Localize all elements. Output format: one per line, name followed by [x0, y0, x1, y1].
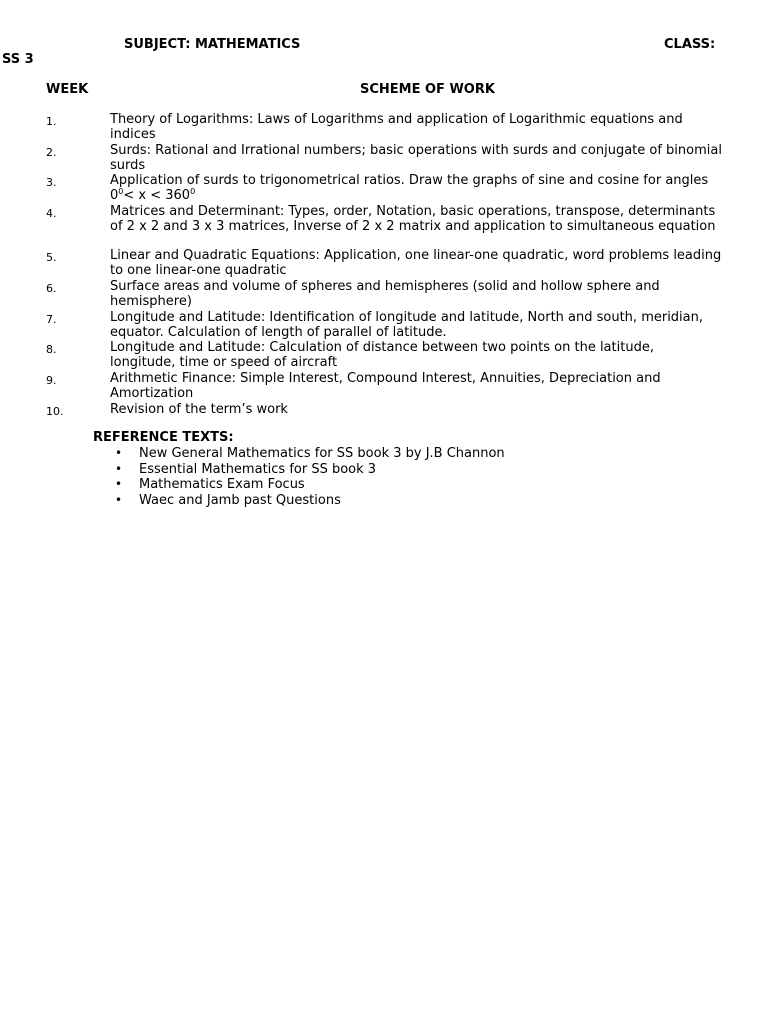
week-item — [0, 204, 768, 248]
scheme-column-header: SCHEME OF WORK — [360, 82, 495, 97]
reference-title: Mathematics Exam Focus — [139, 477, 305, 492]
reference-title: New General Mathematics for SS book 3 by J.B Channon — [139, 446, 505, 461]
week-topic: Longitude and Latitude: Identification of longitude and latitude, North and south, meridian, equator. Calculation of length of parallel of latitude. — [110, 310, 704, 340]
week-topic: Arithmetic Finance: Simple Interest, Compound Interest, Annuities, Depreciation and Amortization — [110, 371, 661, 401]
class-label: CLASS: — [664, 37, 716, 52]
week-topic — [110, 173, 722, 203]
week-number: 9. — [46, 374, 57, 387]
week-item — [0, 248, 768, 279]
scheme-of-work-list — [0, 112, 768, 418]
week-number: 4. — [46, 207, 57, 220]
week-topic: Longitude and Latitude: Calculation of distance between two points on the latitude, longitude, time or speed of aircraft — [110, 340, 654, 370]
week-number: 3. — [46, 176, 57, 189]
week-item — [0, 173, 768, 204]
week-topic: Matrices and Determinant: Types, order, Notation, basic operations, transpose, determinants of 2 x 2 and 3 x 3 matrices, Inverse of 2 x 2 matrix and application to simultaneous equation — [110, 204, 716, 234]
week-number: 7. — [46, 313, 57, 326]
week-topic: Linear and Quadratic Equations: Application, one linear-one quadratic, word problems leading to one linear-one quadratic — [110, 248, 722, 278]
week-topic-text: < x < 360 — [123, 188, 191, 203]
week-item — [0, 112, 768, 143]
degree-superscript: 0 — [118, 187, 124, 196]
reference-texts-heading: REFERENCE TEXTS: — [93, 430, 234, 445]
bullet-icon: • — [115, 446, 123, 460]
bullet-icon: • — [115, 477, 123, 491]
week-item — [0, 143, 768, 173]
week-item — [0, 402, 768, 418]
week-topic: Theory of Logarithms: Laws of Logarithms and application of Logarithmic equations and indices — [110, 112, 683, 142]
week-number: 8. — [46, 343, 57, 356]
bullet-icon: • — [115, 492, 123, 507]
week-item — [0, 310, 768, 340]
reference-title: Essential Mathematics for SS book 3 — [139, 461, 377, 477]
week-topic: Revision of the term’s work — [110, 402, 288, 417]
week-number: 2. — [46, 146, 57, 159]
subject-heading: SUBJECT: MATHEMATICS — [124, 37, 301, 52]
week-item — [0, 371, 768, 402]
week-item — [0, 340, 768, 371]
week-number: 10. — [46, 405, 64, 418]
degree-superscript: 0 — [190, 187, 196, 196]
week-column-header: WEEK — [46, 82, 89, 97]
week-number: 6. — [46, 282, 57, 295]
week-topic: Surface areas and volume of spheres and hemispheres (solid and hollow sphere and hemisphere) — [110, 279, 660, 309]
week-item — [0, 279, 768, 310]
reference-title: Waec and Jamb past Questions — [139, 492, 341, 508]
bullet-icon: • — [115, 461, 123, 476]
week-number: 5. — [46, 251, 57, 264]
week-topic: Surds: Rational and Irrational numbers; basic operations with surds and conjugate of binomial surds — [110, 143, 722, 173]
week-topic-text: Application of surds to trigonometrical ratios. Draw the graphs of sine and cosine for angles 0 — [110, 173, 709, 203]
class-value: SS 3 — [2, 52, 34, 67]
week-number: 1. — [46, 115, 57, 128]
